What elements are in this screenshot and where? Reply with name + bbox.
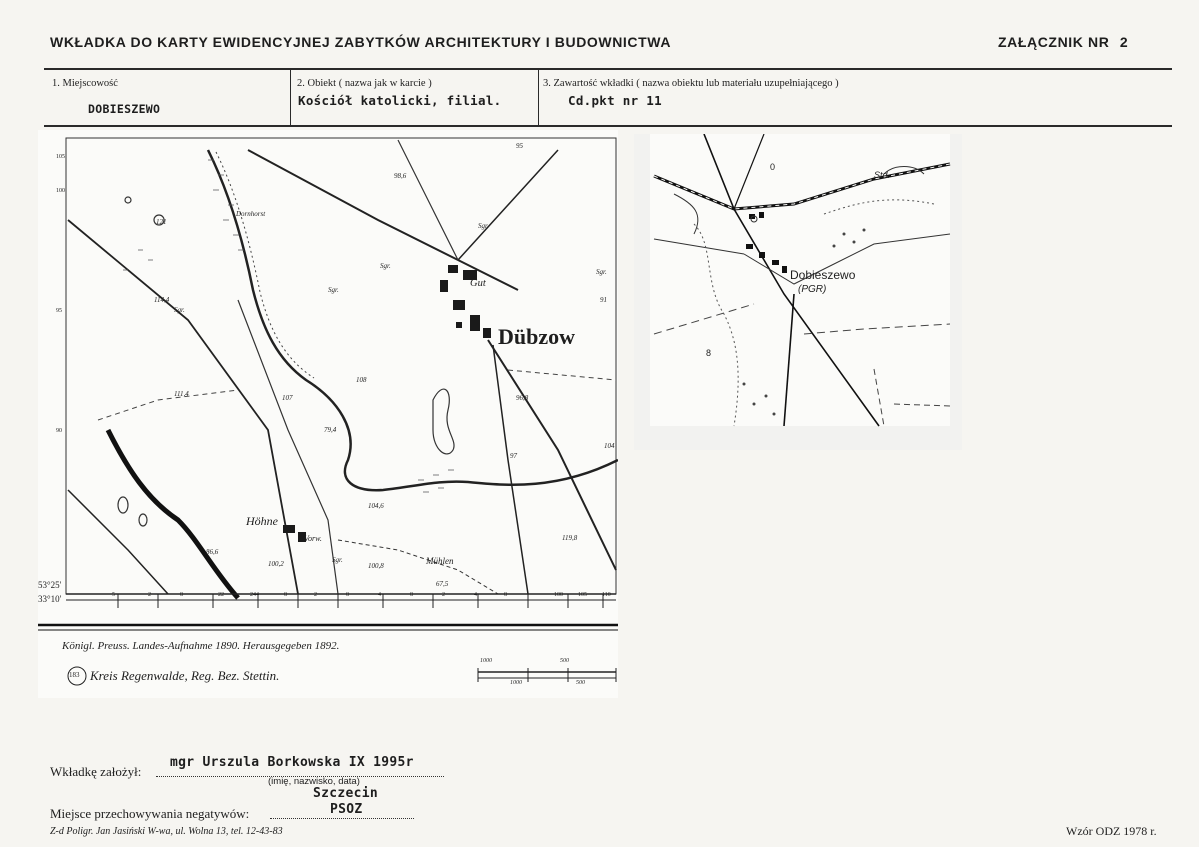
map-sheet-number: 183 bbox=[69, 671, 80, 679]
map-tick: 8 bbox=[346, 592, 349, 598]
map-tick: 105 bbox=[578, 592, 587, 598]
map-tick: 2 bbox=[314, 592, 317, 598]
map-label-sgr-1: Sgr. bbox=[478, 222, 489, 230]
founder-label: Wkładkę założył: bbox=[50, 764, 142, 779]
map-label-sgr-4: Sgr. bbox=[596, 268, 607, 276]
map-label-108: 108 bbox=[356, 376, 367, 384]
map-tick: 4 bbox=[378, 592, 381, 598]
map-tick: 8 bbox=[284, 592, 287, 598]
content-label: 3. Zawartość wkładki ( nazwa obiektu lub materiału uzupełniającego ) bbox=[543, 78, 839, 89]
modern-map bbox=[634, 134, 962, 450]
negatives-value-2: PSOZ bbox=[330, 802, 363, 817]
modern-map-std-label: Std. bbox=[874, 170, 891, 180]
map-latitude-label: 53°25' bbox=[38, 580, 62, 590]
map-tick: 8 bbox=[504, 592, 507, 598]
map-label-sgr-6: Sgr. bbox=[332, 556, 343, 564]
map-label-sgr-2: Sgr. bbox=[380, 262, 391, 270]
object-label: 2. Obiekt ( nazwa jak w karcie ) bbox=[297, 78, 432, 89]
modern-map-place-name: Dobieszewo bbox=[790, 268, 856, 282]
founder-hint: (imię, nazwisko, data) bbox=[268, 776, 360, 787]
map-label-91: 91 bbox=[600, 296, 607, 304]
annex-number: 2 bbox=[1119, 34, 1129, 50]
map-label-gut: Gut bbox=[470, 278, 486, 289]
map-label-hohne: Höhne bbox=[246, 514, 278, 528]
map-label-121: 121 bbox=[156, 218, 167, 226]
map-label-sgr-3: Sgr. bbox=[328, 286, 339, 294]
form-title: WKŁADKA DO KARTY EWIDENCYJNEJ ZABYTKÓW ARCHITEKTURY I BUDOWNICTWA bbox=[50, 34, 672, 50]
map-label-114-4: 114,4 bbox=[154, 296, 170, 304]
map-label-111-4: 111,4 bbox=[174, 390, 189, 398]
map-tick: 100 bbox=[554, 592, 563, 598]
printer-imprint: Z-d Poligr. Jan Jasiński W-wa, ul. Wolna 13, tel. 12-43-83 bbox=[50, 826, 283, 837]
map-credits-line-2: Kreis Regenwalde, Reg. Bez. Stettin. bbox=[90, 668, 280, 683]
map-label-104: 104 bbox=[604, 442, 615, 450]
negatives-value-1: Szczecin bbox=[313, 786, 379, 801]
map-scale-top-left: 1000 bbox=[480, 658, 492, 664]
column-divider-1 bbox=[290, 69, 291, 126]
map-longitude-label: 33°10' bbox=[38, 594, 62, 604]
map-credits-line-1: Königl. Preuss. Landes-Aufnahme 1890. Herausgegeben 1892. bbox=[62, 640, 340, 652]
header-rule-top bbox=[44, 68, 1172, 70]
map-scale-bottom-left: 1000 bbox=[510, 680, 522, 686]
map-left-edge-90: 90 bbox=[56, 428, 62, 434]
map-left-edge-95: 95 bbox=[56, 308, 62, 314]
map-label-95: 95 bbox=[516, 142, 523, 150]
map-bottom-ticks bbox=[108, 588, 618, 610]
map-tick: 8 bbox=[180, 592, 183, 598]
map-label-98-6: 98,6 bbox=[394, 172, 407, 180]
map-left-edge-100: 100 bbox=[56, 188, 65, 194]
header-rule-bottom bbox=[44, 125, 1172, 127]
object-value: Kościół katolicki, filial. bbox=[298, 93, 502, 108]
map-label-sgr-5: Sgr. bbox=[174, 306, 185, 314]
content-value: Cd.pkt nr 11 bbox=[568, 93, 662, 108]
map-label-dornhorst: Dornhorst bbox=[236, 210, 266, 218]
map-label-67-5: 67,5 bbox=[436, 580, 449, 588]
locality-value: DOBIESZEWO bbox=[88, 102, 161, 116]
annex-label bbox=[998, 34, 1128, 50]
map-label-97: 97 bbox=[510, 452, 517, 460]
column-divider-2 bbox=[538, 69, 539, 126]
historic-map-drawing bbox=[38, 130, 618, 698]
modern-map-place-note: (PGR) bbox=[798, 284, 827, 295]
map-label-hohne-vorw: Vorw. bbox=[304, 534, 322, 543]
map-tick: 2 bbox=[442, 592, 445, 598]
map-tick: 244 bbox=[250, 592, 259, 598]
map-place-dubzow: Dübzow bbox=[498, 324, 576, 349]
map-tick: 2 bbox=[148, 592, 151, 598]
modern-map-zero-label: 0 bbox=[770, 162, 776, 172]
map-label-100-2: 100,2 bbox=[268, 560, 284, 568]
map-label-96-8: 96,8 bbox=[516, 394, 529, 402]
map-tick: 110 bbox=[602, 592, 611, 598]
negatives-label: Miejsce przechowywania negatywów: bbox=[50, 806, 250, 821]
map-tick: 5 bbox=[112, 592, 115, 598]
historic-map bbox=[38, 130, 618, 698]
founder-value: mgr Urszula Borkowska IX 1995r bbox=[170, 755, 414, 770]
annex-label-text: ZAŁĄCZNIK NR bbox=[998, 34, 1110, 50]
map-label-107: 107 bbox=[282, 394, 293, 402]
map-label-104-6: 104,6 bbox=[368, 502, 384, 510]
map-tick: 4 bbox=[474, 592, 477, 598]
map-scale-bottom-mid: 500 bbox=[576, 680, 585, 686]
map-label-86-6: 86,6 bbox=[206, 548, 219, 556]
map-label-100-8: 100,8 bbox=[368, 562, 384, 570]
negatives-dotted-line bbox=[270, 818, 414, 819]
map-tick: 22 bbox=[218, 592, 224, 598]
locality-label: 1. Miejscowość bbox=[52, 78, 118, 89]
map-label-79-4: 79,4 bbox=[324, 426, 337, 434]
map-label-119-8: 119,8 bbox=[562, 534, 578, 542]
map-label-muhlen: Mühlen bbox=[426, 556, 454, 566]
modern-map-eight-label: 8 bbox=[706, 348, 712, 358]
form-code: Wzór ODZ 1978 r. bbox=[1066, 824, 1157, 838]
map-scale-top-mid: 500 bbox=[560, 658, 569, 664]
map-left-edge-105: 105 bbox=[56, 154, 65, 160]
map-tick: 8 bbox=[410, 592, 413, 598]
